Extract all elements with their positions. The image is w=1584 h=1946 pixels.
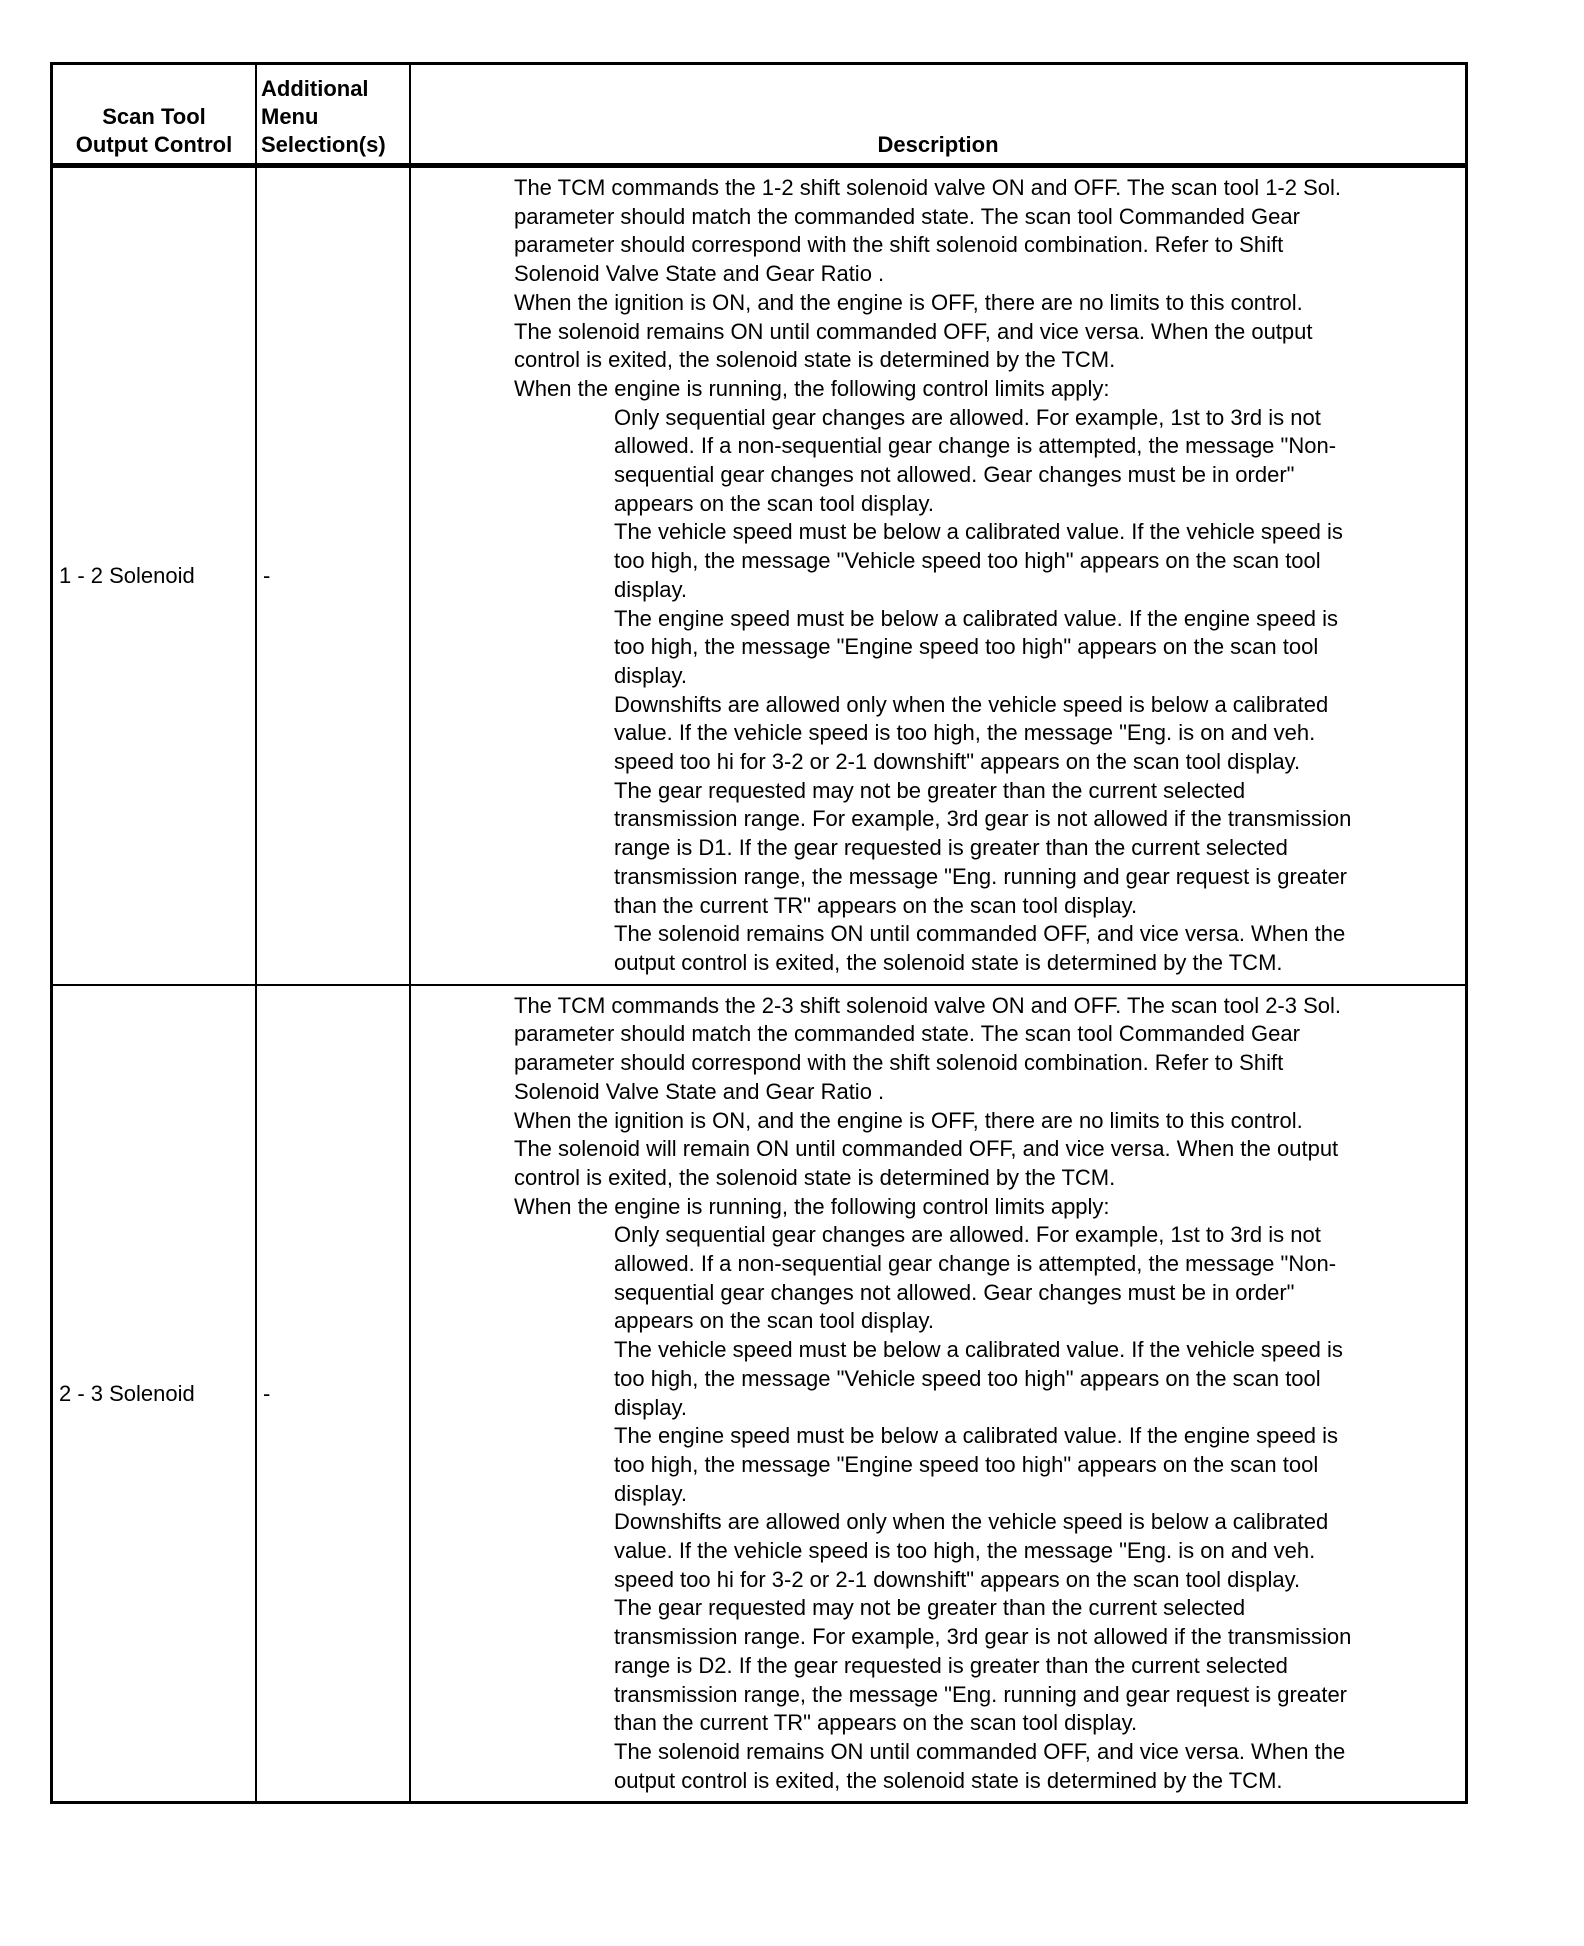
description-paragraph xyxy=(514,289,1457,375)
description-line: display. xyxy=(614,576,687,602)
menu-selection-cell: - xyxy=(257,986,411,1802)
description-line: output control is exited, the solenoid state is determined by the TCM. xyxy=(614,949,1283,975)
control-limit-item xyxy=(514,1221,1457,1336)
description-line: sequential gear changes not allowed. Gear changes must be in order" xyxy=(614,462,1295,488)
description-line: Only sequential gear changes are allowed. For example, 1st to 3rd is not xyxy=(614,1222,1321,1248)
description-line: speed too hi for 3-2 or 2-1 downshift" appears on the scan tool display. xyxy=(614,1566,1301,1592)
description-line: allowed. If a non-sequential gear change is attempted, the message "Non- xyxy=(614,433,1337,459)
control-limit-item xyxy=(514,605,1457,691)
description-line: than the current TR" appears on the scan tool display. xyxy=(614,1710,1138,1736)
description-line: The solenoid remains ON until commanded OFF, and vice versa. When the xyxy=(614,1738,1346,1764)
table-row xyxy=(53,984,1465,1802)
description-line: parameter should correspond with the shift solenoid combination. Refer to Shift xyxy=(514,232,1284,258)
control-limit-item xyxy=(514,1594,1457,1738)
description-line: appears on the scan tool display. xyxy=(614,1308,935,1334)
description-line: display. xyxy=(614,1480,687,1506)
description-paragraph xyxy=(514,1107,1457,1193)
description-line: When the engine is running, the following control limits apply: xyxy=(514,1193,1110,1219)
header-text: Selection(s) xyxy=(261,132,386,157)
description-line: The solenoid remains ON until commanded OFF, and vice versa. When the output xyxy=(514,318,1313,344)
description-line: transmission range, the message "Eng. running and gear request is greater xyxy=(614,1681,1348,1707)
header-text: Output Control xyxy=(75,132,233,157)
description-line: too high, the message "Engine speed too high" appears on the scan tool xyxy=(614,1451,1319,1477)
description-line: appears on the scan tool display. xyxy=(614,490,935,516)
description-line: The engine speed must be below a calibrated value. If the engine speed is xyxy=(614,1423,1339,1449)
description-line: value. If the vehicle speed is too high, the message "Eng. is on and veh. xyxy=(614,1538,1316,1564)
header-text: Description xyxy=(877,132,999,157)
description-line: transmission range. For example, 3rd gear is not allowed if the transmission xyxy=(614,806,1352,832)
description-line: display. xyxy=(614,1394,687,1420)
header-text: Menu xyxy=(261,104,319,129)
control-limit-item xyxy=(514,1422,1457,1508)
description-line: transmission range, the message "Eng. running and gear request is greater xyxy=(614,863,1348,889)
description-line: transmission range. For example, 3rd gear is not allowed if the transmission xyxy=(614,1624,1352,1650)
menu-selection-cell: - xyxy=(257,168,411,984)
output-control-table xyxy=(50,62,1468,1804)
table-row xyxy=(53,166,1465,984)
control-limit-item xyxy=(514,1336,1457,1422)
description-line: Solenoid Valve State and Gear Ratio . xyxy=(514,261,885,287)
description-line: allowed. If a non-sequential gear change is attempted, the message "Non- xyxy=(614,1251,1337,1277)
description-line: too high, the message "Engine speed too high" appears on the scan tool xyxy=(614,634,1319,660)
description-paragraph xyxy=(514,1193,1457,1222)
control-limit-item xyxy=(514,920,1457,977)
description-line: range is D1. If the gear requested is greater than the current selected xyxy=(614,835,1288,861)
control-limit-item xyxy=(514,1508,1457,1594)
description-line: When the engine is running, the following control limits apply: xyxy=(514,375,1110,401)
output-control-cell: 1 - 2 Solenoid xyxy=(53,168,257,984)
description-line: speed too hi for 3-2 or 2-1 downshift" appears on the scan tool display. xyxy=(614,749,1301,775)
description-line: The TCM commands the 1-2 shift solenoid valve ON and OFF. The scan tool 1-2 Sol. xyxy=(514,175,1342,200)
control-limit-item xyxy=(514,404,1457,519)
description-line: control is exited, the solenoid state is determined by the TCM. xyxy=(514,1164,1116,1190)
description-line: Downshifts are allowed only when the vehicle speed is below a calibrated xyxy=(614,1509,1329,1535)
description-line: The vehicle speed must be below a calibrated value. If the vehicle speed is xyxy=(614,1337,1343,1363)
description-line: control is exited, the solenoid state is determined by the TCM. xyxy=(514,347,1116,373)
description-paragraph xyxy=(514,992,1457,1107)
description-line: The engine speed must be below a calibrated value. If the engine speed is xyxy=(614,605,1339,631)
description-line: The solenoid will remain ON until commanded OFF, and vice versa. When the output xyxy=(514,1136,1339,1162)
description-line: parameter should match the commanded state. The scan tool Commanded Gear xyxy=(514,1021,1300,1047)
description-line: The gear requested may not be greater than the current selected xyxy=(614,1595,1246,1621)
description-line: value. If the vehicle speed is too high, the message "Eng. is on and veh. xyxy=(614,720,1316,746)
description-line: Solenoid Valve State and Gear Ratio . xyxy=(514,1078,885,1104)
header-scan-tool-output-control xyxy=(53,65,257,163)
description-line: output control is exited, the solenoid state is determined by the TCM. xyxy=(614,1767,1283,1793)
description-line: parameter should match the commanded state. The scan tool Commanded Gear xyxy=(514,203,1300,229)
description-cell xyxy=(411,168,1465,984)
control-limit-item xyxy=(514,1738,1457,1795)
description-line: The solenoid remains ON until commanded OFF, and vice versa. When the xyxy=(614,921,1346,947)
header-additional-menu-selections xyxy=(257,65,411,163)
description-line: sequential gear changes not allowed. Gear changes must be in order" xyxy=(614,1279,1295,1305)
control-limit-item xyxy=(514,691,1457,777)
description-line: than the current TR" appears on the scan tool display. xyxy=(614,892,1138,918)
control-limit-item xyxy=(514,777,1457,921)
description-line: too high, the message "Vehicle speed too high" appears on the scan tool xyxy=(614,1365,1321,1391)
description-paragraph xyxy=(514,174,1457,289)
control-limit-item xyxy=(514,518,1457,604)
description-line: too high, the message "Vehicle speed too high" appears on the scan tool xyxy=(614,548,1321,574)
description-cell xyxy=(411,986,1465,1802)
description-line: display. xyxy=(614,662,687,688)
header-text: Scan Tool xyxy=(102,104,206,129)
description-line: When the ignition is ON, and the engine is OFF, there are no limits to this control. xyxy=(514,1107,1303,1133)
description-line: The TCM commands the 2-3 shift solenoid valve ON and OFF. The scan tool 2-3 Sol. xyxy=(514,992,1342,1018)
header-description xyxy=(411,65,1465,163)
description-line: Only sequential gear changes are allowed. For example, 1st to 3rd is not xyxy=(614,404,1321,430)
description-line: The gear requested may not be greater than the current selected xyxy=(614,777,1246,803)
description-line: range is D2. If the gear requested is greater than the current selected xyxy=(614,1652,1288,1678)
description-line: The vehicle speed must be below a calibrated value. If the vehicle speed is xyxy=(614,519,1343,545)
output-control-cell: 2 - 3 Solenoid xyxy=(53,986,257,1802)
header-text: Additional xyxy=(261,76,369,101)
description-paragraph xyxy=(514,375,1457,404)
description-line: Downshifts are allowed only when the vehicle speed is below a calibrated xyxy=(614,691,1329,717)
description-line: When the ignition is ON, and the engine is OFF, there are no limits to this control. xyxy=(514,289,1303,315)
table-header-row xyxy=(53,65,1465,166)
description-line: parameter should correspond with the shift solenoid combination. Refer to Shift xyxy=(514,1050,1284,1076)
